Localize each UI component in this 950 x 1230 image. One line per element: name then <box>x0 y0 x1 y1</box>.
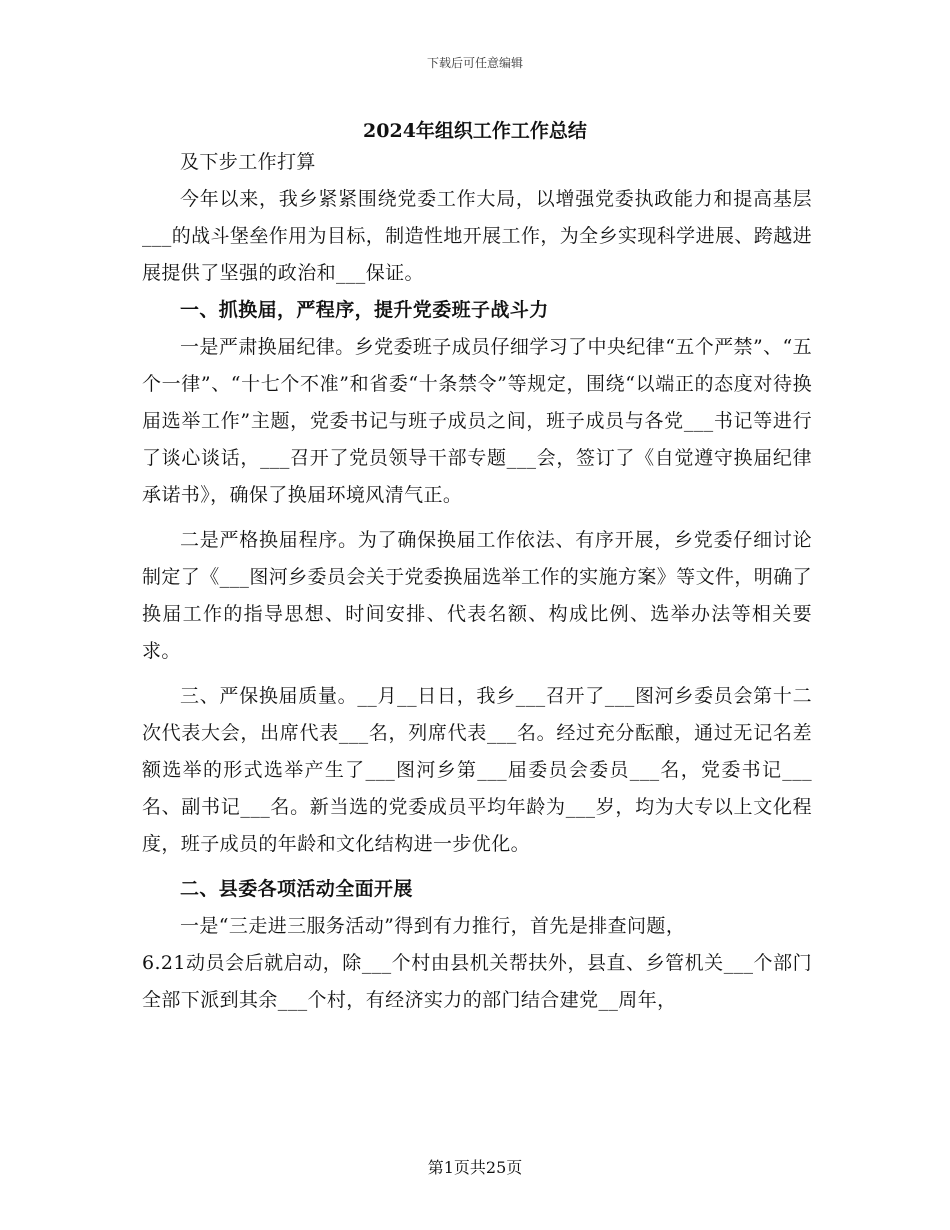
paragraph-intro: 今年以来，我乡紧紧围绕党委工作大局，以增强党委执政能力和提高基层___的战斗堡垒作用为目标，制造性地开展工作，为全乡实现科学进展、跨越进展提供了坚强的政治和___保证。 <box>142 188 812 284</box>
document-subtitle: 及下步工作打算 <box>180 151 316 173</box>
header-note: 下载后可任意编辑 <box>426 56 523 70</box>
paragraph-discipline: 一是严肃换届纪律。乡党委班子成员仔细学习了中央纪律“五个严禁”、“五个一律”、“十七个不准”和省委“十条禁令”等规定，围绕“以端正的态度对待换届选举工作”主题，党委书记与班子成员之间，班子成员与各党___书记等进行了谈心谈话，___召开了党员领导干部专题___会，签订了《自觉遵守换届纪律承诺书》，确保了换届环境风清气正。 <box>142 336 812 506</box>
paragraph-procedure: 二是严格换届程序。为了确保换届工作依法、有序开展，乡党委仔细讨论制定了《___图河乡委员会关于党委换届选举工作的实施方案》等文件，明确了换届工作的指导思想、时间安排、代表名额、构成比例、选举办法等相关要求。 <box>142 529 812 662</box>
paragraph-quality: 三、严保换届质量。__月__日日，我乡___召开了___图河乡委员会第十二次代表大会，出席代表___名，列席代表___名。经过充分酝酿，通过无记名差额选举的形式选举产生了___图河乡第___届委员会委员___名，党委书记___名、副书记___名。新当选的党委成员平均年龄为___岁，均为大专以上文化程度，班子成员的年龄和文化结构进一步优化。 <box>142 685 812 855</box>
paragraph-spacer <box>142 863 812 871</box>
paragraph-spacer <box>142 670 812 678</box>
paragraph-activities-cont: 6.21动员会后就启动，除___个村由县机关帮扶外，县直、乡管机关___个部门全部下派到其余___个村，有经济实力的部门结合建党__周年， <box>142 952 812 1011</box>
document-title: 2024年组织工作工作总结 <box>363 120 587 142</box>
section-heading-1: 一、抓换届，严程序，提升党委班子战斗力 <box>180 299 549 321</box>
page-footer: 第1页共25页 <box>427 1158 523 1177</box>
paragraph-spacer <box>142 514 812 522</box>
paragraph-activities: 一是“三走进三服务活动”得到有力推行，首先是排查问题， <box>180 915 686 937</box>
document-body <box>142 144 812 1019</box>
section-heading-2: 二、县委各项活动全面开展 <box>180 878 413 900</box>
